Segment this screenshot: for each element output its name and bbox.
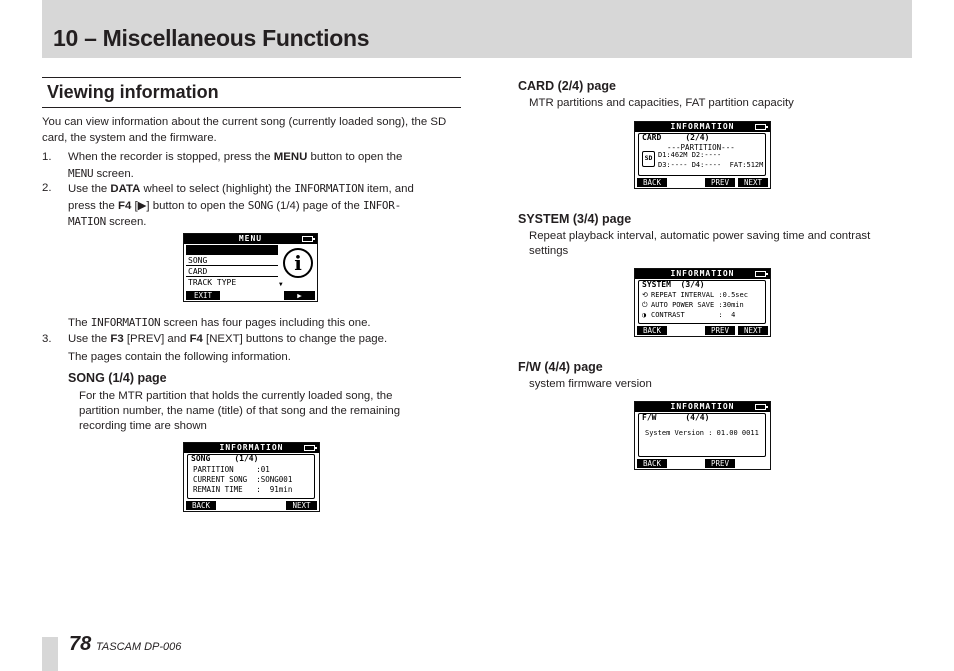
lcd-song-line: PARTITION :01 — [193, 465, 270, 474]
battery-icon — [302, 236, 313, 242]
footer-bar — [42, 637, 58, 671]
lcd-card-titlebar — [635, 122, 770, 132]
battery-icon — [755, 124, 766, 130]
lcd-song-titlebar — [184, 443, 319, 453]
lcd-system-titlebar — [635, 269, 770, 279]
lcd-menu-title: MENU — [238, 234, 263, 243]
step-3-text: Use the F3 [PREV] and F4 [NEXT] buttons to change the page. — [68, 333, 388, 345]
system-page-heading: SYSTEM (3/4) page — [518, 212, 632, 226]
lcd-menu-item: TRACK TYPE — [188, 278, 237, 287]
power-icon: ⏻ — [642, 301, 648, 309]
lcd-song-tab: SONG (1/4) — [191, 454, 259, 463]
lcd-play-key: ▶ — [284, 291, 315, 300]
section-rule-bottom — [42, 107, 461, 108]
lcd-back-key: BACK — [637, 326, 667, 335]
lcd-prev-key: PREV — [705, 326, 735, 335]
lcd-divider — [186, 276, 278, 277]
lcd-fw-screen — [634, 401, 771, 470]
lcd-menu-titlebar — [184, 234, 317, 244]
lcd-card-tab: CARD (2/4) — [642, 133, 710, 142]
lcd-fw-titlebar — [635, 402, 770, 412]
info-screen-note: The INFORMATION screen has four pages including this one. — [68, 316, 371, 329]
step-2-text: Use the DATA wheel to select (highlight) the INFORMATION item, and press the F4 [▶] button to open the SONG (1/4) page of the INFOR- MATION screen. — [68, 182, 414, 228]
lcd-song-line: CURRENT SONG :SONG001 — [193, 475, 293, 484]
song-page-heading: SONG (1/4) page — [68, 371, 167, 385]
section-rule-top — [42, 77, 461, 78]
chapter-title: 10 – Miscellaneous Functions — [53, 25, 370, 51]
fw-page-desc: system firmware version — [529, 378, 652, 390]
lcd-back-key: BACK — [637, 178, 667, 187]
lcd-menu-item: CARD — [188, 267, 208, 276]
section-title: Viewing information — [47, 82, 219, 102]
lcd-divider — [186, 265, 278, 266]
lcd-card-title: INFORMATION — [670, 122, 735, 131]
lcd-next-key: NEXT — [286, 501, 317, 510]
lcd-card-line: D3:---- D4:---- FAT:512M — [658, 161, 764, 169]
system-page-desc-2: settings — [529, 245, 569, 257]
scroll-down-icon: ▼ — [279, 281, 283, 288]
page-number: 78 — [69, 633, 92, 655]
footer-brand: TASCAM DP-006 — [96, 641, 182, 653]
lcd-system-tab: SYSTEM (3/4) — [642, 280, 705, 289]
lcd-system-line: CONTRAST : 4 — [651, 311, 736, 319]
lcd-menu-screen — [183, 233, 318, 302]
step-1-number: 1. — [42, 151, 52, 163]
sd-card-icon: SD — [642, 151, 655, 167]
lcd-exit-key: EXIT — [186, 291, 220, 300]
song-page-desc-3: recording time are shown — [79, 420, 207, 432]
lcd-back-key: BACK — [637, 459, 667, 468]
lcd-back-key: BACK — [186, 501, 216, 510]
system-page-desc-1: Repeat playback interval, automatic power saving time and contrast — [529, 230, 871, 242]
battery-icon — [755, 404, 766, 410]
lcd-song-title: INFORMATION — [219, 443, 284, 452]
lcd-card-screen — [634, 121, 771, 189]
step-1-text: When the recorder is stopped, press the MENU button to open the MENU screen. — [68, 151, 403, 180]
lcd-card-line: D1:462M D2:---- — [658, 151, 722, 159]
battery-icon — [755, 271, 766, 277]
info-icon: i — [283, 248, 313, 278]
song-page-desc-1: For the MTR partition that holds the currently loaded song, the — [79, 390, 393, 402]
contrast-icon: ◑ — [642, 311, 647, 319]
step-3-number: 3. — [42, 333, 52, 345]
fw-page-heading: F/W (4/4) page — [518, 360, 603, 374]
lcd-system-line: REPEAT INTERVAL :0.5sec — [651, 291, 748, 299]
lcd-fw-tab: F/W (4/4) — [642, 413, 710, 422]
lcd-card-partition-label: ---PARTITION--- — [667, 143, 735, 152]
lcd-menu-item: SONG — [188, 256, 208, 265]
lcd-next-key: NEXT — [738, 178, 768, 187]
lcd-fw-version-line: System Version : 01.00 0011 — [645, 429, 759, 437]
card-page-heading: CARD (2/4) page — [518, 79, 616, 93]
pages-intro: The pages contain the following information. — [68, 351, 291, 363]
lcd-prev-key: PREV — [705, 178, 735, 187]
play-arrow-icon: ▶ — [271, 254, 276, 263]
lcd-system-title: INFORMATION — [670, 269, 735, 278]
lcd-menu-item-selected: INFORMATION ▶ — [186, 245, 278, 255]
lcd-fw-title: INFORMATION — [670, 402, 735, 411]
battery-icon — [304, 445, 315, 451]
step-2-number: 2. — [42, 182, 52, 194]
lcd-song-screen — [183, 442, 320, 512]
lcd-next-key: NEXT — [738, 326, 768, 335]
card-page-desc: MTR partitions and capacities, FAT partition capacity — [529, 97, 794, 109]
intro-paragraph: You can view information about the current song (currently loaded song), the SD card, the system and the firmware. — [42, 116, 447, 144]
lcd-system-line: AUTO POWER SAVE :30min — [651, 301, 744, 309]
lcd-song-line: REMAIN TIME : 91min — [193, 485, 293, 494]
song-page-desc-2: partition number, the name (title) of that song and the remaining — [79, 405, 401, 417]
lcd-system-screen — [634, 268, 771, 337]
repeat-icon: ⟲ — [642, 291, 648, 299]
lcd-prev-key: PREV — [705, 459, 735, 468]
